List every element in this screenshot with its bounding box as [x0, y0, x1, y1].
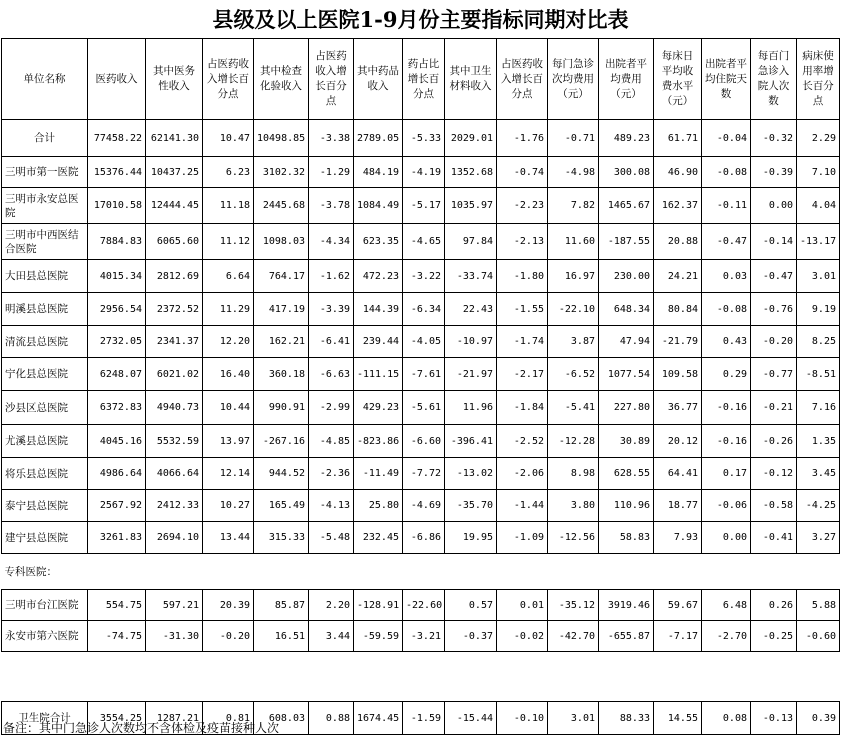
value-cell: -1.62 [309, 260, 354, 293]
value-cell: -0.14 [751, 224, 797, 260]
value-cell: 6065.60 [146, 224, 203, 260]
value-cell: -2.99 [309, 391, 354, 425]
value-cell: 3919.46 [599, 590, 654, 621]
value-cell: -1.09 [497, 522, 548, 554]
spacer-row [2, 652, 840, 702]
value-cell: 2029.01 [445, 120, 497, 157]
value-cell: -0.02 [497, 621, 548, 652]
value-cell: 9.19 [797, 293, 840, 326]
value-cell: 18.77 [654, 490, 702, 522]
value-cell: 10.47 [203, 120, 254, 157]
table-row [2, 490, 840, 522]
unit-name-cell: 清流县总医院 [2, 326, 88, 358]
value-cell: -0.13 [751, 702, 797, 735]
value-cell: 6372.83 [88, 391, 146, 425]
value-cell: 6248.07 [88, 358, 146, 391]
value-cell: -6.52 [548, 358, 599, 391]
unit-name-cell: 沙县区总医院 [2, 391, 88, 425]
value-cell: 0.81 [203, 702, 254, 735]
value-cell: -0.76 [751, 293, 797, 326]
value-cell: -0.16 [702, 391, 751, 425]
column-header: 药占比增长百分点 [403, 39, 445, 120]
unit-name-cell: 三明市中西医结合医院 [2, 224, 88, 260]
value-cell: 10.44 [203, 391, 254, 425]
table-row [2, 458, 840, 490]
value-cell: -35.70 [445, 490, 497, 522]
value-cell: 1674.45 [354, 702, 403, 735]
unit-name-cell: 宁化县总医院 [2, 358, 88, 391]
value-cell: -22.60 [403, 590, 445, 621]
value-cell: 0.17 [702, 458, 751, 490]
value-cell: -21.97 [445, 358, 497, 391]
value-cell: -8.51 [797, 358, 840, 391]
value-cell: 7.93 [654, 522, 702, 554]
value-cell: 88.33 [599, 702, 654, 735]
value-cell: 6021.02 [146, 358, 203, 391]
column-header: 每门急诊次均费用（元） [548, 39, 599, 120]
unit-name-cell: 合计 [2, 120, 88, 157]
value-cell: 1035.97 [445, 188, 497, 224]
value-cell: 17010.58 [88, 188, 146, 224]
value-cell: -3.21 [403, 621, 445, 652]
value-cell: 472.23 [354, 260, 403, 293]
value-cell: 22.43 [445, 293, 497, 326]
value-cell: 110.96 [599, 490, 654, 522]
value-cell: 12.20 [203, 326, 254, 358]
value-cell: 5.88 [797, 590, 840, 621]
value-cell: -22.10 [548, 293, 599, 326]
unit-name-cell: 三明市第一医院 [2, 157, 88, 188]
value-cell: 4015.34 [88, 260, 146, 293]
value-cell: -5.41 [548, 391, 599, 425]
table-row [2, 621, 840, 652]
value-cell: -4.25 [797, 490, 840, 522]
value-cell: 13.44 [203, 522, 254, 554]
value-cell: -4.98 [548, 157, 599, 188]
value-cell: 2445.68 [254, 188, 309, 224]
value-cell: 554.75 [88, 590, 146, 621]
value-cell: -0.47 [702, 224, 751, 260]
value-cell: -4.13 [309, 490, 354, 522]
value-cell: 2956.54 [88, 293, 146, 326]
column-header: 占医药收入增长百分点 [497, 39, 548, 120]
value-cell: -4.19 [403, 157, 445, 188]
value-cell: -0.39 [751, 157, 797, 188]
table-row [2, 522, 840, 554]
table-row [2, 224, 840, 260]
value-cell: 24.21 [654, 260, 702, 293]
value-cell: 4940.73 [146, 391, 203, 425]
value-cell: -5.33 [403, 120, 445, 157]
value-cell: -35.12 [548, 590, 599, 621]
table-row [2, 157, 840, 188]
value-cell: -0.25 [751, 621, 797, 652]
value-cell: 8.98 [548, 458, 599, 490]
unit-name-cell: 尤溪县总医院 [2, 425, 88, 458]
value-cell: 300.08 [599, 157, 654, 188]
value-cell: 109.58 [654, 358, 702, 391]
value-cell: 59.67 [654, 590, 702, 621]
value-cell: -3.38 [309, 120, 354, 157]
value-cell: 628.55 [599, 458, 654, 490]
value-cell: -0.41 [751, 522, 797, 554]
table-row [2, 590, 840, 621]
value-cell: 2789.05 [354, 120, 403, 157]
unit-name-cell: 卫生院合计 [2, 702, 88, 735]
value-cell: -0.20 [203, 621, 254, 652]
value-cell: 20.88 [654, 224, 702, 260]
value-cell: -1.74 [497, 326, 548, 358]
value-cell: -0.58 [751, 490, 797, 522]
value-cell: 2567.92 [88, 490, 146, 522]
value-cell: 230.00 [599, 260, 654, 293]
value-cell: -2.23 [497, 188, 548, 224]
value-cell: 227.80 [599, 391, 654, 425]
value-cell: -4.34 [309, 224, 354, 260]
value-cell: -396.41 [445, 425, 497, 458]
value-cell: 85.87 [254, 590, 309, 621]
value-cell: -5.48 [309, 522, 354, 554]
value-cell: -42.70 [548, 621, 599, 652]
value-cell: 20.12 [654, 425, 702, 458]
value-cell: 162.37 [654, 188, 702, 224]
value-cell: -0.04 [702, 120, 751, 157]
unit-name-cell: 明溪县总医院 [2, 293, 88, 326]
section-label: 专科医院： [4, 566, 57, 578]
value-cell: -74.75 [88, 621, 146, 652]
value-cell: -655.87 [599, 621, 654, 652]
value-cell: 484.19 [354, 157, 403, 188]
value-cell: 20.39 [203, 590, 254, 621]
column-header: 病床使用率增长百分点 [797, 39, 840, 120]
value-cell: 990.91 [254, 391, 309, 425]
value-cell: 0.26 [751, 590, 797, 621]
value-cell: 315.33 [254, 522, 309, 554]
value-cell: 4986.64 [88, 458, 146, 490]
value-cell: 2.29 [797, 120, 840, 157]
value-cell: 1465.67 [599, 188, 654, 224]
unit-name-cell: 泰宁县总医院 [2, 490, 88, 522]
value-cell: 0.03 [702, 260, 751, 293]
unit-name-cell: 三明市永安总医院 [2, 188, 88, 224]
value-cell: 1.35 [797, 425, 840, 458]
table-row [2, 293, 840, 326]
section-row [2, 554, 840, 590]
value-cell: 3102.32 [254, 157, 309, 188]
spacer-cell [2, 652, 840, 702]
value-cell: 3.01 [797, 260, 840, 293]
value-cell: 97.84 [445, 224, 497, 260]
value-cell: 14.55 [654, 702, 702, 735]
value-cell: -13.17 [797, 224, 840, 260]
value-cell: 36.77 [654, 391, 702, 425]
value-cell: -1.44 [497, 490, 548, 522]
value-cell: -15.44 [445, 702, 497, 735]
value-cell: -0.06 [702, 490, 751, 522]
table-row [2, 425, 840, 458]
footnote: 备注：其中门急诊人次数均不含体检及疫苗接种人次 [3, 721, 280, 735]
value-cell: -6.63 [309, 358, 354, 391]
value-cell: -11.49 [354, 458, 403, 490]
value-cell: 1084.49 [354, 188, 403, 224]
value-cell: 7.16 [797, 391, 840, 425]
value-cell: 46.90 [654, 157, 702, 188]
value-cell: -6.86 [403, 522, 445, 554]
value-cell: -5.61 [403, 391, 445, 425]
column-header: 医药收入 [88, 39, 146, 120]
value-cell: -1.76 [497, 120, 548, 157]
value-cell: -31.30 [146, 621, 203, 652]
value-cell: 19.95 [445, 522, 497, 554]
value-cell: 16.40 [203, 358, 254, 391]
value-cell: -0.08 [702, 157, 751, 188]
value-cell: -6.34 [403, 293, 445, 326]
value-cell: -21.79 [654, 326, 702, 358]
indicator-table [1, 38, 840, 735]
header-row [2, 39, 840, 120]
value-cell: 15376.44 [88, 157, 146, 188]
value-cell: 648.34 [599, 293, 654, 326]
unit-name-cell: 将乐县总医院 [2, 458, 88, 490]
value-cell: -0.20 [751, 326, 797, 358]
column-header: 其中卫生材料收入 [445, 39, 497, 120]
value-cell: 239.44 [354, 326, 403, 358]
value-cell: 11.60 [548, 224, 599, 260]
value-cell: 3.44 [309, 621, 354, 652]
value-cell: 0.57 [445, 590, 497, 621]
value-cell: 6.64 [203, 260, 254, 293]
value-cell: 2.20 [309, 590, 354, 621]
value-cell: -2.13 [497, 224, 548, 260]
value-cell: -0.60 [797, 621, 840, 652]
value-cell: 7.82 [548, 188, 599, 224]
value-cell: -1.59 [403, 702, 445, 735]
value-cell: 11.96 [445, 391, 497, 425]
column-header: 占医药收入增长百分点 [203, 39, 254, 120]
value-cell: 7884.83 [88, 224, 146, 260]
value-cell: 0.00 [702, 522, 751, 554]
value-cell: 0.08 [702, 702, 751, 735]
unit-name-cell: 大田县总医院 [2, 260, 88, 293]
value-cell: 3554.25 [88, 702, 146, 735]
value-cell: -0.77 [751, 358, 797, 391]
value-cell: -10.97 [445, 326, 497, 358]
value-cell: 13.97 [203, 425, 254, 458]
value-cell: -0.47 [751, 260, 797, 293]
value-cell: 360.18 [254, 358, 309, 391]
value-cell: 2412.33 [146, 490, 203, 522]
value-cell: 489.23 [599, 120, 654, 157]
value-cell: -128.91 [354, 590, 403, 621]
unit-name-cell: 三明市台江医院 [2, 590, 88, 621]
value-cell: 58.83 [599, 522, 654, 554]
value-cell: 11.18 [203, 188, 254, 224]
column-header: 每百门急诊入院人次数 [751, 39, 797, 120]
value-cell: -267.16 [254, 425, 309, 458]
value-cell: -0.21 [751, 391, 797, 425]
value-cell: 232.45 [354, 522, 403, 554]
column-header: 每床日平均收费水平（元） [654, 39, 702, 120]
value-cell: -4.85 [309, 425, 354, 458]
value-cell: 12444.45 [146, 188, 203, 224]
value-cell: -2.36 [309, 458, 354, 490]
column-header: 占医药收入增长百分点 [309, 39, 354, 120]
value-cell: 12.14 [203, 458, 254, 490]
value-cell: -33.74 [445, 260, 497, 293]
table-row [2, 260, 840, 293]
value-cell: 77458.22 [88, 120, 146, 157]
value-cell: 1098.03 [254, 224, 309, 260]
value-cell: -0.74 [497, 157, 548, 188]
value-cell: -7.17 [654, 621, 702, 652]
value-cell: -59.59 [354, 621, 403, 652]
value-cell: -3.78 [309, 188, 354, 224]
table-row [2, 120, 840, 157]
value-cell: 64.41 [654, 458, 702, 490]
value-cell: -3.39 [309, 293, 354, 326]
column-header: 出院者平均费用（元） [599, 39, 654, 120]
value-cell: 764.17 [254, 260, 309, 293]
column-header: 出院者平均住院天数 [702, 39, 751, 120]
value-cell: 165.49 [254, 490, 309, 522]
value-cell: -1.29 [309, 157, 354, 188]
value-cell: 0.00 [751, 188, 797, 224]
value-cell: 417.19 [254, 293, 309, 326]
value-cell: -1.84 [497, 391, 548, 425]
value-cell: -13.02 [445, 458, 497, 490]
value-cell: -7.61 [403, 358, 445, 391]
value-cell: 144.39 [354, 293, 403, 326]
value-cell: 597.21 [146, 590, 203, 621]
value-cell: -0.71 [548, 120, 599, 157]
value-cell: -0.10 [497, 702, 548, 735]
value-cell: 3.27 [797, 522, 840, 554]
column-header: 其中医务性收入 [146, 39, 203, 120]
value-cell: -0.12 [751, 458, 797, 490]
value-cell: -1.55 [497, 293, 548, 326]
value-cell: -3.22 [403, 260, 445, 293]
value-cell: 30.89 [599, 425, 654, 458]
unit-name-cell: 建宁县总医院 [2, 522, 88, 554]
value-cell: -4.05 [403, 326, 445, 358]
value-cell: 2812.69 [146, 260, 203, 293]
column-header: 单位名称 [2, 39, 88, 120]
value-cell: 3.80 [548, 490, 599, 522]
value-cell: -5.17 [403, 188, 445, 224]
value-cell: 80.84 [654, 293, 702, 326]
value-cell: 10498.85 [254, 120, 309, 157]
value-cell: 2341.37 [146, 326, 203, 358]
value-cell: 0.39 [797, 702, 840, 735]
value-cell: 8.25 [797, 326, 840, 358]
value-cell: 47.94 [599, 326, 654, 358]
value-cell: 5532.59 [146, 425, 203, 458]
value-cell: -1.80 [497, 260, 548, 293]
value-cell: 3261.83 [88, 522, 146, 554]
column-header: 其中检查化验收入 [254, 39, 309, 120]
value-cell: 1077.54 [599, 358, 654, 391]
value-cell: 61.71 [654, 120, 702, 157]
value-cell: -0.26 [751, 425, 797, 458]
value-cell: -187.55 [599, 224, 654, 260]
value-cell: -0.16 [702, 425, 751, 458]
value-cell: -2.70 [702, 621, 751, 652]
value-cell: -0.08 [702, 293, 751, 326]
value-cell: 3.87 [548, 326, 599, 358]
value-cell: 623.35 [354, 224, 403, 260]
unit-name-cell: 永安市第六医院 [2, 621, 88, 652]
value-cell: -12.56 [548, 522, 599, 554]
value-cell: -7.72 [403, 458, 445, 490]
value-cell: 2372.52 [146, 293, 203, 326]
value-cell: -4.69 [403, 490, 445, 522]
value-cell: 608.03 [254, 702, 309, 735]
value-cell: 10437.25 [146, 157, 203, 188]
value-cell: 0.43 [702, 326, 751, 358]
value-cell: 429.23 [354, 391, 403, 425]
value-cell: 0.88 [309, 702, 354, 735]
value-cell: -2.17 [497, 358, 548, 391]
value-cell: 11.12 [203, 224, 254, 260]
value-cell: 11.29 [203, 293, 254, 326]
value-cell: 7.10 [797, 157, 840, 188]
value-cell: 162.21 [254, 326, 309, 358]
value-cell: -6.60 [403, 425, 445, 458]
value-cell: 4045.16 [88, 425, 146, 458]
value-cell: 4.04 [797, 188, 840, 224]
value-cell: -6.41 [309, 326, 354, 358]
value-cell: -4.65 [403, 224, 445, 260]
column-header: 其中药品收入 [354, 39, 403, 120]
value-cell: 1287.21 [146, 702, 203, 735]
value-cell: 3.45 [797, 458, 840, 490]
page-title: 县级及以上医院1-9月份主要指标同期对比表 [212, 7, 629, 32]
value-cell: 6.48 [702, 590, 751, 621]
value-cell: 2732.05 [88, 326, 146, 358]
value-cell: -2.52 [497, 425, 548, 458]
value-cell: 2694.10 [146, 522, 203, 554]
value-cell: -12.28 [548, 425, 599, 458]
value-cell: 25.80 [354, 490, 403, 522]
value-cell: -0.37 [445, 621, 497, 652]
value-cell: 6.23 [203, 157, 254, 188]
table-row [2, 358, 840, 391]
value-cell: -0.11 [702, 188, 751, 224]
value-cell: 16.97 [548, 260, 599, 293]
value-cell: 4066.64 [146, 458, 203, 490]
value-cell: -0.32 [751, 120, 797, 157]
value-cell: 3.01 [548, 702, 599, 735]
value-cell: 62141.30 [146, 120, 203, 157]
value-cell: -2.06 [497, 458, 548, 490]
value-cell: -111.15 [354, 358, 403, 391]
value-cell: 944.52 [254, 458, 309, 490]
value-cell: 1352.68 [445, 157, 497, 188]
value-cell: 10.27 [203, 490, 254, 522]
value-cell: 0.29 [702, 358, 751, 391]
value-cell: 0.01 [497, 590, 548, 621]
value-cell: 16.51 [254, 621, 309, 652]
table-row [2, 188, 840, 224]
table-row [2, 391, 840, 425]
value-cell: -823.86 [354, 425, 403, 458]
table-row [2, 326, 840, 358]
